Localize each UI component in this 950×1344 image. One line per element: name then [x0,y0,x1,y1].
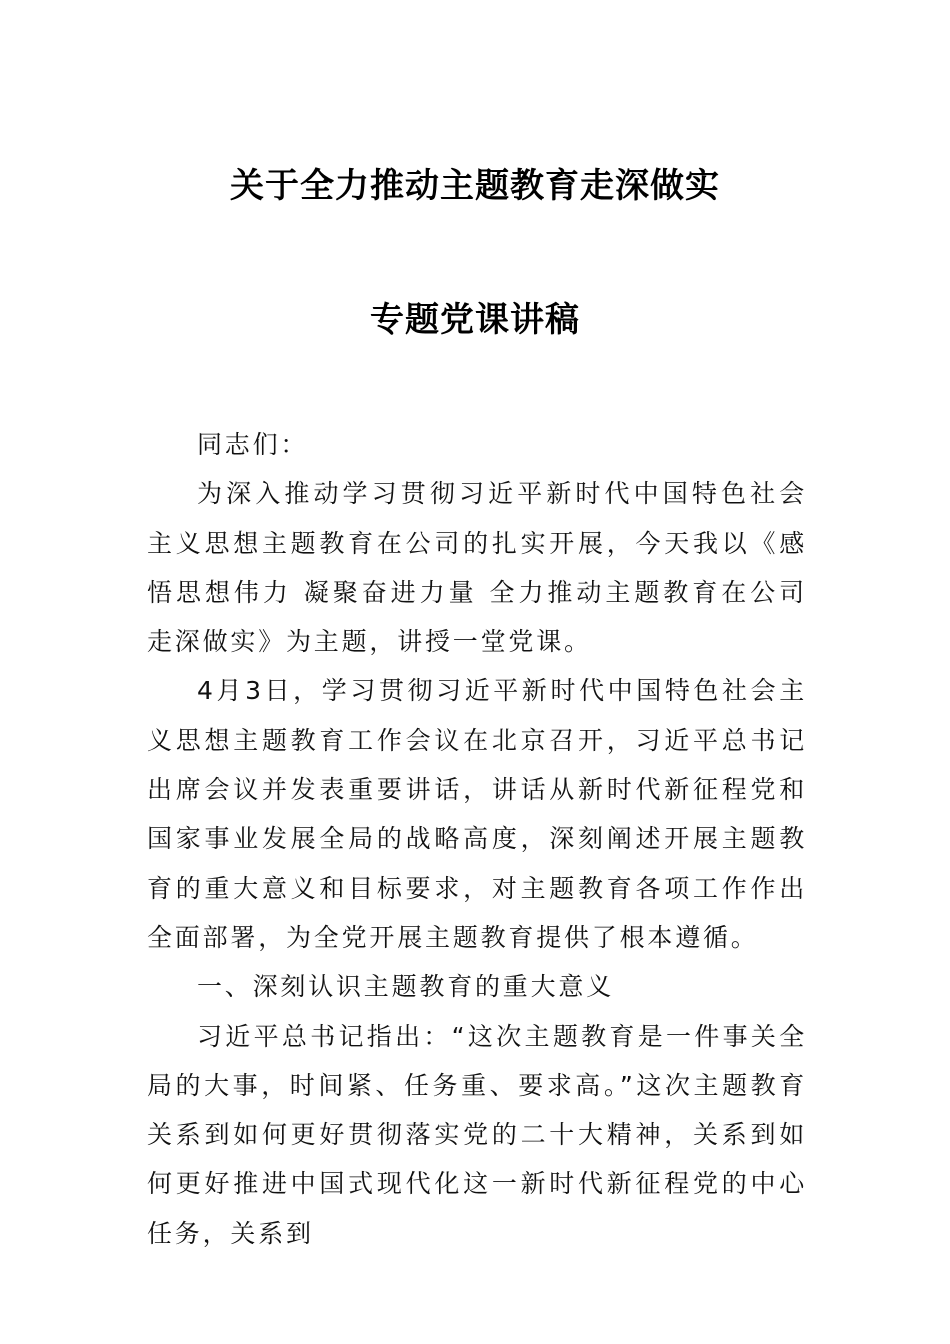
paragraph-background: 4月3日，学习贯彻习近平新时代中国特色社会主义思想主题教育工作会议在北京召开，习近平总书记出席会议并发表重要讲话，讲话从新时代新征程党和国家事业发展全局的战略高度，深刻阐述开展主题教育的重大意义和目标要求，对主题教育各项工作作出全面部署，为全党开展主题教育提供了根本遵循。 [147,676,807,952]
document-title-line-1: 关于全力推动主题教育走深做实 [230,166,720,206]
section-heading-1: 一、深刻认识主题教育的重大意义 [197,972,615,1002]
document-title-line-2: 专题党课讲稿 [370,300,580,340]
greeting: 同志们： [197,430,309,459]
paragraph-section-1: 习近平总书记指出：“这次主题教育是一件事关全局的大事，时间紧、任务重、要求高。”这次主题教育关系到如何更好贯彻落实党的二十大精神，关系到如何更好推进中国式现代化这一新时代新征程党的中心任务，关系到 [147,1021,807,1248]
paragraph-intro: 为深入推动学习贯彻习近平新时代中国特色社会主义思想主题教育在公司的扎实开展，今天我以《感悟思想伟力 凝聚奋进力量 全力推动主题教育在公司走深做实》为主题，讲授一堂党课。 [147,479,807,657]
document-body [147,420,807,1258]
